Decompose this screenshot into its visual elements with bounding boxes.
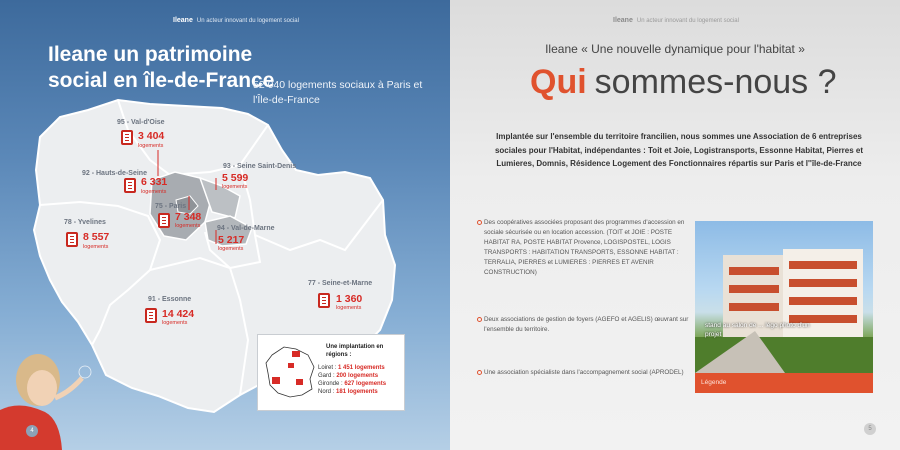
- dept-label-94: 94 - Val-de-Marne: [217, 225, 275, 232]
- region-row: Nord : 181 logements: [318, 389, 378, 395]
- dept-unit: logements: [218, 246, 244, 252]
- building-icon: [124, 178, 136, 193]
- dept-label-95: 95 - Val-d'Oise: [117, 119, 165, 126]
- intro-paragraph: Implantée sur l'ensemble du territoire francilien, nous sommes une Association de 6 entreprises sociales pour l'Habitat, indépendantes : Toit et Joie, Logistransports, Essonne Habitat, Pierres et Lumieres, Domnis, Résidence Logement des Fonctionnaires répartis sur Paris et l''île-de-France: [494, 132, 864, 168]
- dept-unit: logements: [83, 244, 109, 250]
- dept-value-93: 5 599: [222, 172, 249, 184]
- building-icon: [121, 130, 133, 145]
- headline: Qui sommes-nous ?: [530, 63, 837, 101]
- bullet-item: Des coopératives associées proposant des programmes d'accession en sociale sécurisée ou en location accession. (TOIT et JOIE : POSTE HABITAT RA, POSTE HABITAT Provence, LOGISPOSTEL, LOGIS TRANSPORTS : HABITATION TRANSPORTS, ESSONNE HABITAT : TERRALIA, PIERRES et LUMIERES : PIERRES ET AVENIR CONSTRUCTION): [484, 218, 694, 278]
- dept-unit: logements: [336, 305, 362, 311]
- building-icon: [145, 308, 157, 323]
- page-title: Ileane un patrimoine social en île-de-France: [48, 43, 275, 92]
- header-brand: Ileane Un acteur innovant du logement social: [613, 17, 739, 24]
- building-photo: [695, 221, 873, 373]
- region-row: Gironde : 627 logements: [318, 381, 387, 387]
- photo-caption: stand au salon de ... légo photo d'un projet: [705, 322, 810, 338]
- dept-label-92: 92 - Hauts-de-Seine: [82, 170, 147, 177]
- bullet-item: Deux associations de gestion de foyers (AGEFO et AGELIS) œuvrant sur l'ensemble du territoire.: [484, 315, 694, 335]
- dept-label-91: 91 - Essonne: [148, 296, 192, 303]
- page-number: 5: [864, 423, 876, 435]
- dept-value-94: 5 217: [218, 234, 245, 246]
- dept-value-78: 8 557: [83, 231, 110, 243]
- dept-label-77: 77 - Seine-et-Marne: [308, 280, 373, 287]
- dept-value-95: 3 404: [138, 130, 165, 142]
- dept-label-78: 78 - Yvelines: [64, 219, 106, 226]
- dept-unit: logements: [138, 143, 164, 149]
- france-map-icon: [262, 341, 322, 401]
- right-page: [450, 0, 900, 450]
- housing-illustration: [695, 221, 873, 373]
- building-icon: [318, 293, 330, 308]
- page-subtitle: 52 040 logements sociaux à Paris et l'Île-de-France: [253, 79, 423, 106]
- regions-inset: [257, 334, 405, 411]
- region-row: Loiret : 1 451 logements: [318, 365, 385, 371]
- child-photo: [0, 330, 140, 450]
- bullet-item: Une association spécialiste dans l'accompagnement social (APRODEL): [484, 368, 694, 378]
- page-number: 4: [26, 425, 38, 437]
- dept-unit: logements: [162, 320, 188, 326]
- regions-title: Une implantation en régions :: [326, 344, 384, 358]
- dept-unit: logements: [222, 184, 248, 190]
- dept-value-91: 14 424: [162, 308, 195, 320]
- dept-unit: logements: [175, 223, 201, 229]
- building-icon: [158, 213, 170, 228]
- legend-bar: Légende: [695, 373, 873, 393]
- kicker: Ileane « Une nouvelle dynamique pour l'habitat »: [545, 42, 805, 56]
- header-brand: Ileane Un acteur innovant du logement social: [173, 17, 299, 24]
- dept-value-77: 1 360: [336, 293, 363, 305]
- dept-label-75: 75 - Paris: [155, 203, 187, 210]
- dept-value-92: 6 331: [141, 176, 168, 188]
- dept-label-93: 93 - Seine Saint-Denis: [223, 163, 297, 170]
- dept-value-75: 7 348: [175, 211, 202, 223]
- region-row: Gard : 200 logements: [318, 373, 379, 379]
- building-icon: [66, 232, 78, 247]
- dept-unit: logements: [141, 189, 167, 195]
